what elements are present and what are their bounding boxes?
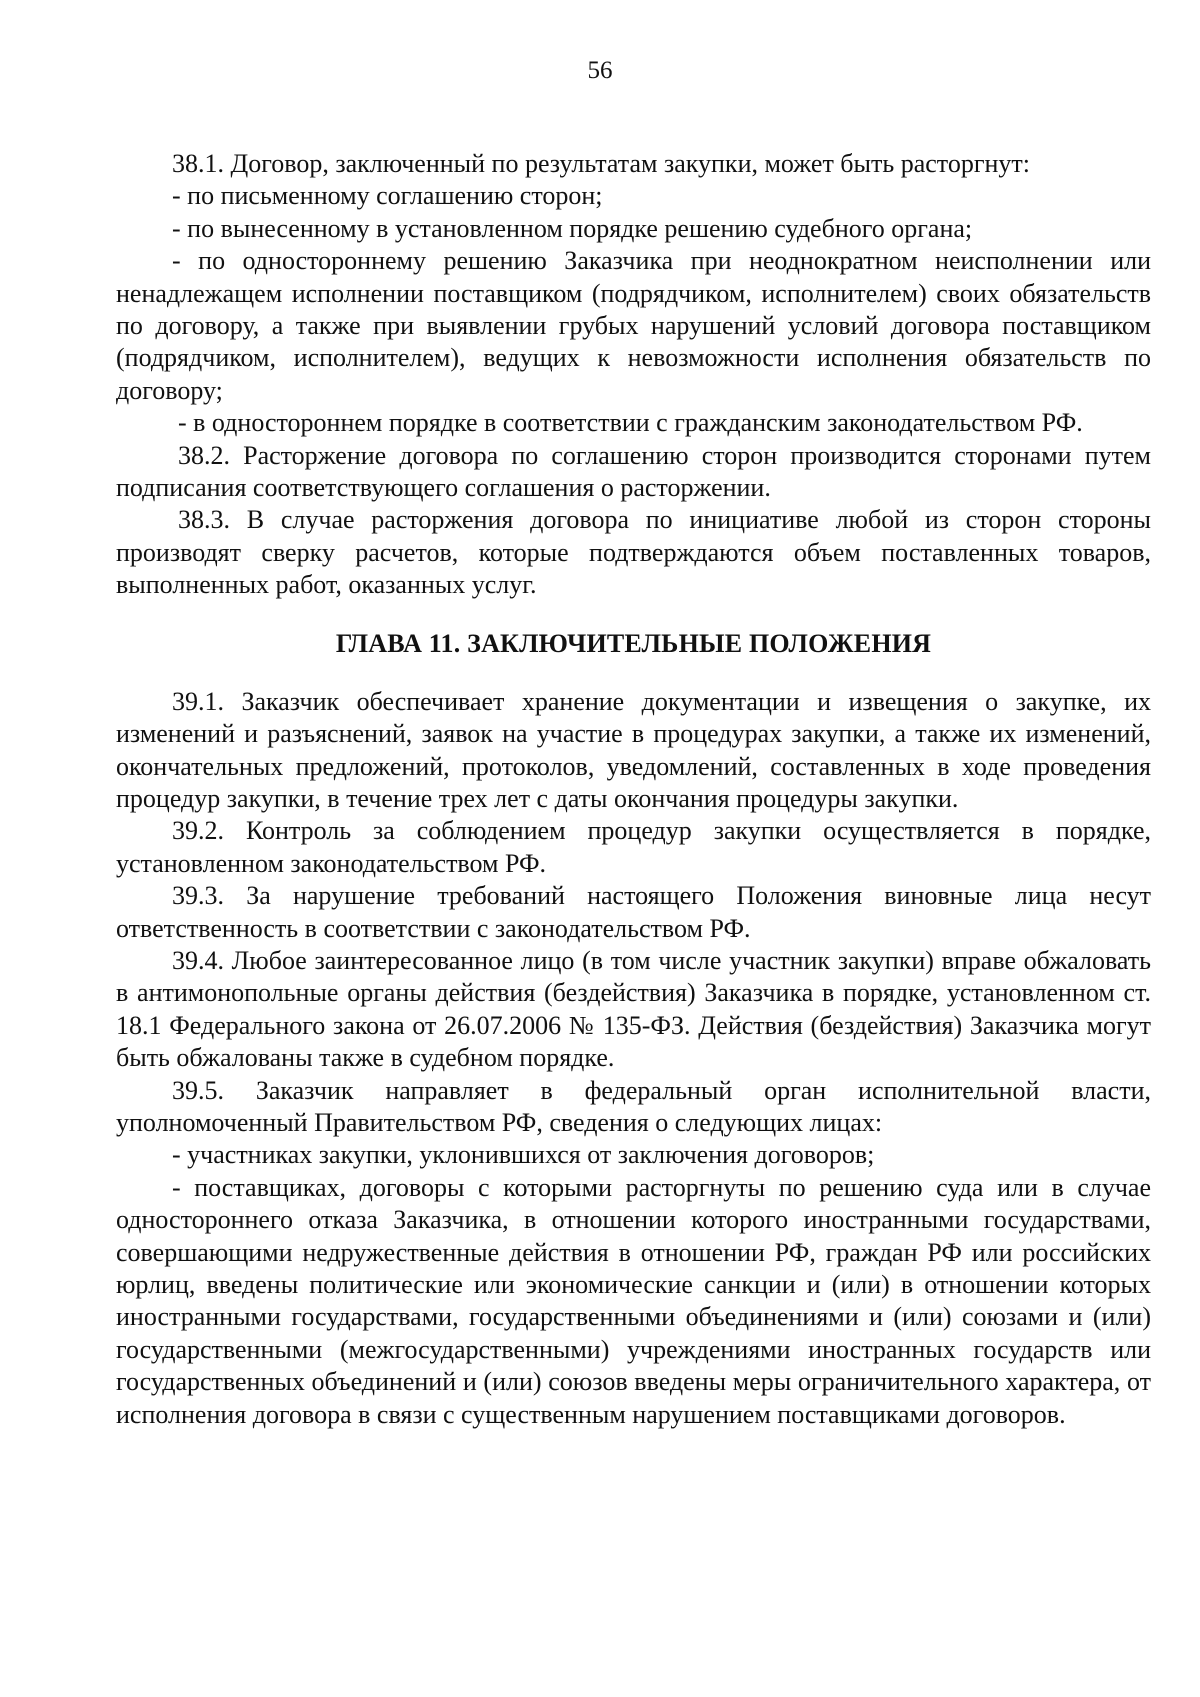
paragraph-39-1: 39.1. Заказчик обеспечивает хранение документации и извещения о закупке, их изменений и разъяснений, заявок на участие в процедурах закупки, а также их изменений, окончательных предложений, протоколов, уведомлений, составленных в ходе проведения процедур закупки, в течение трех лет с даты окончания процедуры закупки. — [116, 686, 1151, 813]
paragraph-38-2: 38.2. Расторжение договора по соглашению сторон производится сторонами путем подписания соответствующего соглашения о расторжении. — [116, 440, 1151, 503]
list-item-court-decision: - по вынесенному в установленном порядке решению судебного органа; — [172, 213, 973, 243]
list-item-evading-participants: - участниках закупки, уклонившихся от заключения договоров; — [172, 1140, 875, 1170]
paragraph-39-3: 39.3. За нарушение требований настоящего Положения виновные лица несут ответственность в соответствии с законодательством РФ. — [116, 881, 1151, 943]
chapter-heading: ГЛАВА 11. ЗАКЛЮЧИТЕЛЬНЫЕ ПОЛОЖЕНИЯ — [335, 628, 932, 658]
paragraph-39-5: 39.5. Заказчик направляет в федеральный орган исполнительной власти, уполномоченный Правительством РФ, сведения о следующих лицах: — [116, 1075, 1151, 1137]
list-item-written-agreement: - по письменному соглашению сторон; — [172, 181, 603, 211]
document-body — [116, 148, 1151, 1431]
list-item-unilateral-decision: - по одностороннему решению Заказчика при неоднократном неисполнении или ненадлежащем исполнении поставщиком (подрядчиком, исполнителем) своих обязательств по договору, а также при выявлении грубых нарушений условий договора поставщиком (подрядчиком, исполнителем), ведущих к невозможности исполнения обязательств по договору; — [116, 246, 1151, 405]
paragraph-39-2: 39.2. Контроль за соблюдением процедур закупки осуществляется в порядке, установленном законодательством РФ. — [116, 816, 1151, 878]
paragraph-38-3: 38.3. В случае расторжения договора по инициативе любой из сторон стороны производят сверку расчетов, которые подтверждаются объем поставленных товаров, выполненных работ, оказанных услуг. — [116, 505, 1151, 600]
paragraph-38-1: 38.1. Договор, заключенный по результатам закупки, может быть расторгнут: — [172, 149, 1030, 178]
list-item-terminated-suppliers: - поставщиках, договоры с которыми расторгнуты по решению суда или в случае одностороннего отказа Заказчика, в отношении которого иностранными государствами, совершающими недружественные действия в отношении РФ, граждан РФ или российских юрлиц, введены политические или экономические санкции и (или) в отношении которых иностранными государствами, государственными объединениями и (или) союзами и (или) государственными (межгосударственными) учреждениями иностранных государств или государственных объединений и (или) союзов введены меры ограничительного характера, от исполнения договора в связи с существенным нарушением поставщиками договоров. — [116, 1172, 1151, 1429]
paragraph-39-4: 39.4. Любое заинтересованное лицо (в том числе участник закупки) вправе обжаловать в антимонопольные органы действия (бездействия) Заказчика в порядке, установленном ст. 18.1 Федерального закона от 26.07.2006 № 135-ФЗ. Действия (бездействия) Заказчика могут быть обжалованы также в судебном порядке. — [116, 945, 1151, 1073]
list-item-civil-law: - в одностороннем порядке в соответствии с гражданским законодательством РФ. — [178, 408, 1083, 438]
page-number: 56 — [587, 57, 613, 84]
